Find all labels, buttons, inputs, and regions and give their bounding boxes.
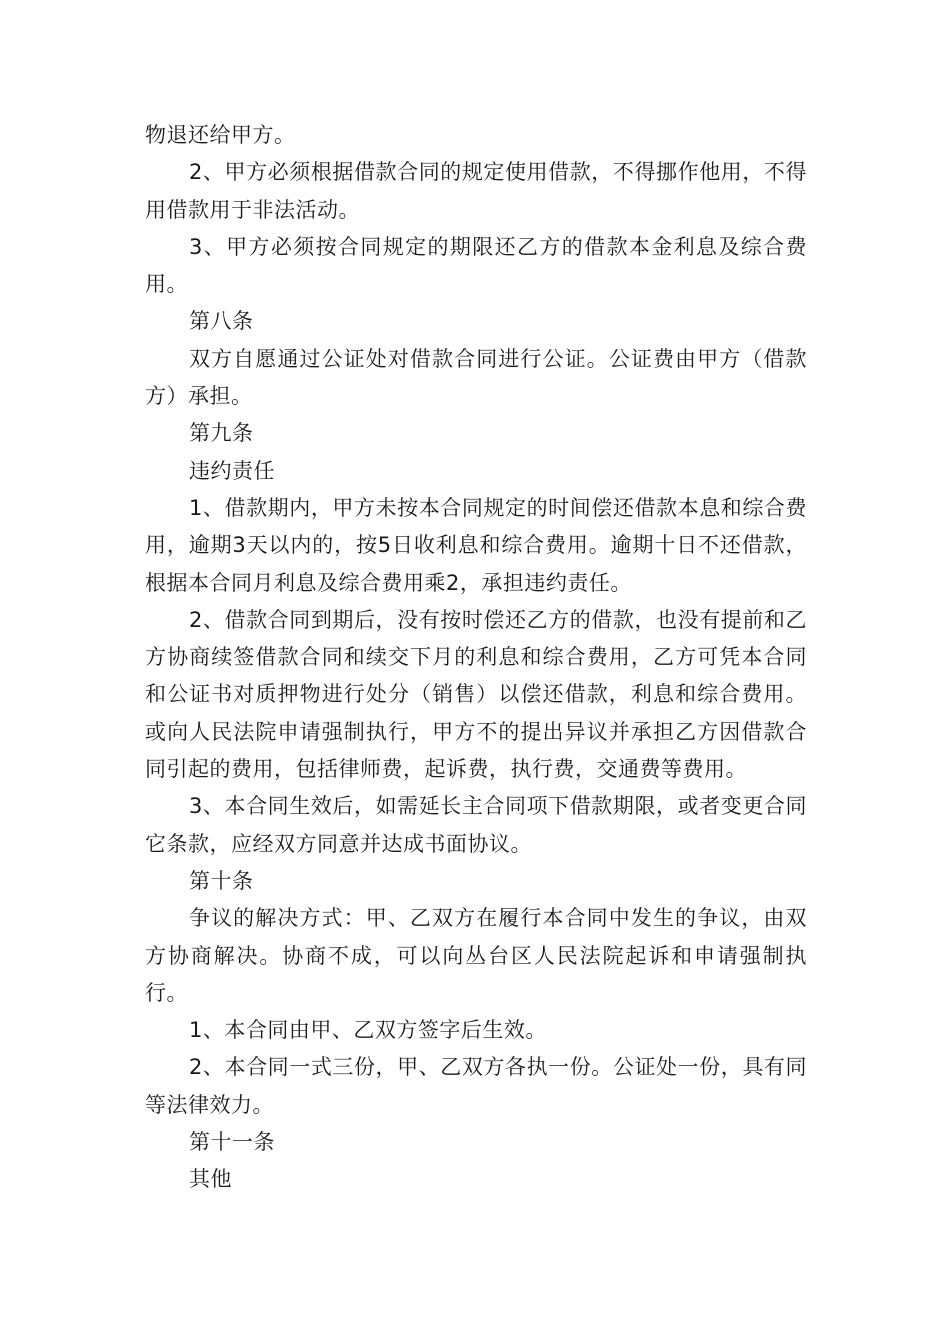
paragraph-liability-2: 2、借款合同到期后，没有按时偿还乙方的借款，也没有提前和乙方协商续签借款合同和续交下月的利息和综合费用，乙方可凭本合同和公证书对质押物进行处分（销售）以偿还借款，利息和综合费用。或向人民法院申请强制执行，甲方不的提出异议并承担乙方因借款合同引起的费用，包括律师费，起诉费，执行费，交通费等费用。: [145, 607, 807, 782]
article-heading-11: 第十一条: [189, 1130, 275, 1155]
paragraph-continuation: 物退还给甲方。: [145, 123, 296, 147]
paragraph-notarization: 双方自愿通过公证处对借款合同进行公证。公证费由甲方（借款方）承担。: [145, 346, 807, 409]
document-body: [145, 117, 807, 1199]
paragraph-dispute-resolution: 争议的解决方式：甲、乙双方在履行本合同中发生的争议，由双方协商解决。协商不成，可以向丛台区人民法院起诉和申请强制执行。: [145, 906, 807, 1005]
article-heading-10: 第十条: [189, 868, 254, 893]
section-title-other: 其他: [189, 1167, 232, 1192]
paragraph-clause-2-use-of-loan: 2、甲方必须根据借款合同的规定使用借款，不得挪作他用，不得用借款用于非法活动。: [145, 160, 807, 222]
section-title-liability: 违约责任: [189, 458, 275, 483]
paragraph-liability-3: 3、本合同生效后，如需延长主合同项下借款期限，或者变更合同它条款，应经双方同意并达成书面协议。: [145, 794, 807, 856]
paragraph-liability-1: 1、借款期内，甲方未按本合同规定的时间偿还借款本息和综合费用，逾期3天以内的，按5日收利息和综合费用。逾期十日不还借款，根据本合同月利息及综合费用乘2，承担违约责任。: [145, 495, 807, 595]
paragraph-clause-3-repayment: 3、甲方必须按合同规定的期限还乙方的借款本金利息及综合费用。: [145, 234, 807, 297]
article-heading-9: 第九条: [189, 421, 254, 446]
article-heading-8: 第八条: [189, 309, 254, 334]
paragraph-copies: 2、本合同一式三份，甲、乙双方各执一份。公证处一份，具有同等法律效力。: [145, 1055, 807, 1117]
paragraph-effective: 1、本合同由甲、乙双方签字后生效。: [189, 1018, 547, 1043]
